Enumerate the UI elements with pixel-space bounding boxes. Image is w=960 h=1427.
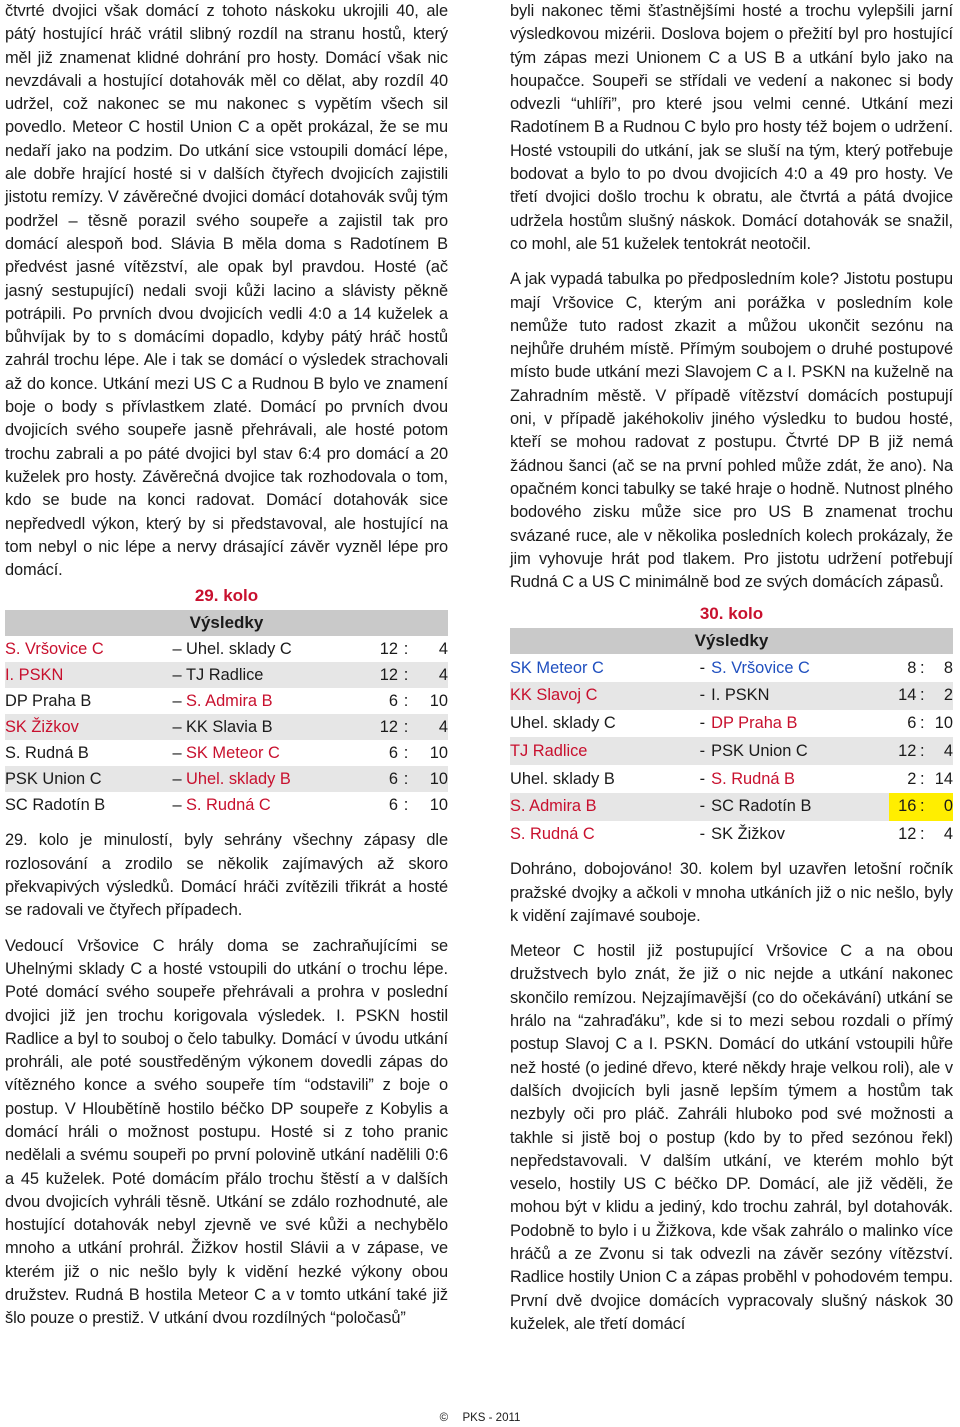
score-colon: : bbox=[916, 654, 928, 682]
home-team: TJ Radlice bbox=[510, 737, 694, 765]
away-team: PSK Union C bbox=[711, 737, 889, 765]
home-team: Uhel. sklady B bbox=[510, 765, 694, 793]
away-team: SC Radotín B bbox=[711, 793, 889, 821]
separator: – bbox=[168, 766, 186, 792]
away-score: 4 bbox=[414, 714, 448, 740]
home-score: 8 bbox=[889, 654, 917, 682]
separator: – bbox=[168, 792, 186, 818]
away-score: 8 bbox=[928, 654, 953, 682]
away-team: S. Rudná C bbox=[186, 792, 376, 818]
home-team: S. Vršovice C bbox=[5, 636, 168, 662]
score-colon: : bbox=[916, 765, 928, 793]
result-row bbox=[510, 710, 953, 738]
separator: – bbox=[168, 636, 186, 662]
home-team: S. Rudná C bbox=[510, 821, 694, 849]
result-row bbox=[5, 792, 448, 818]
copyright-icon: © bbox=[439, 1412, 449, 1424]
away-team: S. Admira B bbox=[186, 688, 376, 714]
away-score: 4 bbox=[928, 821, 953, 849]
home-score: 12 bbox=[376, 662, 398, 688]
result-row bbox=[5, 766, 448, 792]
score-colon: : bbox=[398, 766, 414, 792]
away-team: Uhel. sklady B bbox=[186, 766, 376, 792]
result-row bbox=[510, 654, 953, 682]
away-team: TJ Radlice bbox=[186, 662, 376, 688]
home-score: 12 bbox=[376, 714, 398, 740]
home-team: SK Žižkov bbox=[5, 714, 168, 740]
separator: - bbox=[694, 682, 712, 710]
away-team: DP Praha B bbox=[711, 710, 889, 738]
away-score: 4 bbox=[928, 737, 953, 765]
result-row bbox=[5, 662, 448, 688]
home-score: 14 bbox=[889, 682, 917, 710]
separator: - bbox=[694, 654, 712, 682]
away-team: S. Rudná B bbox=[711, 765, 889, 793]
home-team: SC Radotín B bbox=[5, 792, 168, 818]
away-team: Uhel. sklady C bbox=[186, 636, 376, 662]
separator: – bbox=[168, 714, 186, 740]
away-score: 10 bbox=[414, 766, 448, 792]
home-score: 12 bbox=[889, 737, 917, 765]
away-score: 10 bbox=[928, 710, 953, 738]
round-title: 29. kolo bbox=[194, 586, 259, 606]
article-paragraph: Dohráno, dobojováno! 30. kolem byl uzavřen letošní ročník pražské dvojky a ačkoli v mnoha utkáních již o nic nešlo, byly k vidění zajímavé souboje. bbox=[510, 860, 953, 925]
home-score: 6 bbox=[376, 740, 398, 766]
away-score: 4 bbox=[414, 636, 448, 662]
score-colon: : bbox=[398, 688, 414, 714]
separator: - bbox=[694, 821, 712, 849]
score-colon: : bbox=[398, 792, 414, 818]
home-team: KK Slavoj C bbox=[510, 682, 694, 710]
result-row bbox=[510, 737, 953, 765]
home-score: 6 bbox=[889, 710, 917, 738]
right-column bbox=[510, 0, 953, 1336]
away-score: 10 bbox=[414, 740, 448, 766]
home-team: I. PSKN bbox=[5, 662, 168, 688]
separator: – bbox=[168, 688, 186, 714]
away-team: S. Vršovice C bbox=[711, 654, 889, 682]
article-paragraph: 29. kolo je minulostí, byly sehrány všechny zápasy dle rozlosování a zrodilo se několik zajímavých až skoro překvapivých výsledků. Domácí hráči zvítězili třikrát a hosté se radovali ve čtyřech případech. bbox=[5, 831, 448, 920]
away-score: 2 bbox=[928, 682, 953, 710]
separator: - bbox=[694, 710, 712, 738]
away-team: SK Žižkov bbox=[711, 821, 889, 849]
away-score: 14 bbox=[928, 765, 953, 793]
left-column bbox=[5, 0, 448, 1331]
home-score: 6 bbox=[376, 792, 398, 818]
home-team: SK Meteor C bbox=[510, 654, 694, 682]
results-table bbox=[5, 636, 448, 818]
results-table bbox=[510, 654, 953, 848]
score-colon: : bbox=[916, 682, 928, 710]
score-colon: : bbox=[398, 662, 414, 688]
away-team: I. PSKN bbox=[711, 682, 889, 710]
score-colon: : bbox=[916, 793, 928, 821]
home-score: 6 bbox=[376, 688, 398, 714]
footer-text: PKS - 2011 bbox=[462, 1412, 521, 1424]
separator: - bbox=[694, 793, 712, 821]
results-header: Výsledky bbox=[510, 628, 953, 654]
home-score: 12 bbox=[376, 636, 398, 662]
home-score: 12 bbox=[889, 821, 917, 849]
result-row bbox=[5, 714, 448, 740]
result-row bbox=[5, 688, 448, 714]
away-score: 4 bbox=[414, 662, 448, 688]
article-paragraph: byli nakonec těmi šťastnějšími hosté a trochu vylepšili jarní výsledkovou mizérii. Doslova bojem o přežití byl pro hostující tým zápas mezi Unionem C a US B a utkání bylo jako na houpačce. Soupeři se střídali ve vedení a nakonec si body odvezli “uhlíři”, pro které jsou velmi cenné. Utkání mezi Radotínem B a Rudnou C bylo pro hosty též bojem o udržení. Hosté vstoupili do utkání, jak se sluší na tým, který potřebuje bodovat a bylo to po dvou dvojicích 4:0 a 49 pro hosty. Ve třetí dvojici došlo trochu k obratu, ale čtvrtá a pátá dvojice udržela hostům slušný náskok. Domácí dotahovák se snažil, co mohl, ale 51 kuželek tentokrát neotočil. bbox=[510, 2, 953, 253]
home-team: S. Admira B bbox=[510, 793, 694, 821]
article-paragraph: Vedoucí Vršovice C hrály doma se zachraňujícími se Uhelnými sklady C a hosté vstoupili do utkání o trochu lépe. Poté domácí svého soupeře přehrávali a prohra v poslední dvojici již jen trochu korigovala výsledek. I. PSKN hostil Radlice a byl to souboj o čelo tabulky. Domácí v úvodu utkání prohráli, ale poté soustředěným výkonem dovedli zápas do vítězného konce a svého soupeře tím “odstavili” z boje o postup. V Hloubětíně hostilo béčko DP soupeře z Kobylis a domácí hráli o možnost postupu. Hosté si z toho pranic nedělali a svému soupeři po první polovině utkání nadělili 0:6 a 45 kuželek. Poté domácím přálo trochu štěstí a v dalších dvou dvojicích vyhráli těsně. Utkání se zdálo rozhodnuté, ale hostující dotahovák nebyl zjevně ve své kůži a nechybělo mnoho a utkání prohrál. Žižkov hostil Slávii a v zápase, ve kterém již o nic nešlo byly k vidění hezké výkony obou družstev. Rudná B hostila Meteor C a v tomto utkání také již šlo pouze o prestiž. V utkání dvou rozdílných “poločasů” bbox=[5, 936, 448, 1328]
away-score: 10 bbox=[414, 792, 448, 818]
away-score: 0 bbox=[928, 793, 953, 821]
article-paragraph: čtvrté dvojici však domácí z tohoto náskoku ukrojili 40, ale pátý hostující hráč vrátil slibný rozdíl na stranu hostů, který měl již znamenat klidné dohrání pro hosty. Domácí však nic nevzdávali a hostující dotahovák měl co dělat, aby rozdíl 40 udržel, což nakonec se mu nakonec s vypětím všech sil povedlo. Meteor C hostil Union C a opět prokázal, že se mu nedaří jako na podzim. Do utkání sice vstoupili domácí lépe, ale dobře hrající hosté si v dalších čtyřech dvojicích zajistili jistotu remízy. V závěrečné dvojici domácí dotahovák svůj tým podržel – těsně porazil svého soupeře a zajistil tak pro domácí alespoň bod. Slávia B měla doma s Radotínem B předvést jasné vítězství, ale opak byl pravdou. Hosté (ač jasný sestupující) nedali svoji kůži lacino a slávisty pěkně potrápili. Po prvních dvou dvojicích vedli 4:0 a 14 kuželek a bůhvíjak by to s domácími dopadlo, kdyby pátý hráč hostů zahrál trochu lépe. Ale i tak se domácí o výsledek strachovali až do konce. Utkání mezi US C a Rudnou B bylo ve znamení boje o body s přívlastkem zlaté. Domácí po prvních dvou dvojicích svého soupeře jasně přehrávali, ale hosté potom trochu zabrali a po páté dvojici byl stav 6:4 pro domácí a 20 kuželek pro hosty. Závěrečná dvojice tak rozhodovala o tom, kdo se bude na konci radovat. Domácí dotahovák sice nepředvedl výkon, který by si představoval, ale hostující na tom nebyl o nic lépe a nervy drásající závěr vyzněl lépe pro domácí. bbox=[5, 2, 448, 580]
home-team: Uhel. sklady C bbox=[510, 710, 694, 738]
score-colon: : bbox=[398, 740, 414, 766]
score-colon: : bbox=[916, 821, 928, 849]
home-team: S. Rudná B bbox=[5, 740, 168, 766]
score-colon: : bbox=[916, 710, 928, 738]
home-score: 2 bbox=[889, 765, 917, 793]
separator: – bbox=[168, 740, 186, 766]
home-score: 16 bbox=[889, 793, 917, 821]
away-score: 10 bbox=[414, 688, 448, 714]
result-row bbox=[5, 740, 448, 766]
page-footer bbox=[0, 1411, 960, 1425]
round-title: 30. kolo bbox=[699, 604, 764, 624]
score-colon: : bbox=[916, 737, 928, 765]
away-team: KK Slavia B bbox=[186, 714, 376, 740]
result-row bbox=[510, 793, 953, 821]
separator: – bbox=[168, 662, 186, 688]
score-colon: : bbox=[398, 714, 414, 740]
home-score: 6 bbox=[376, 766, 398, 792]
result-row bbox=[510, 765, 953, 793]
score-colon: : bbox=[398, 636, 414, 662]
article-paragraph: A jak vypadá tabulka po předposledním kole? Jistotu postupu mají Vršovice C, kterým ani porážka v posledním kole nemůže tuto radost zkazit a můžou ukončit sezónu na nejhůře druhém místě. Přímým soubojem o druhé postupové místo bude utkání mezi Slavojem C a I. PSKN na kuželně na Zahradním městě. V případě vítězství domácích postupují oni, v případě jakéhokoliv jiného výsledku to budou hosté, kteří se mohou radovat z postupu. Čtvrté DP B již nemá žádnou šanci (ač se na první pohled může zdát, že ano). Na opačném konci tabulky se také hraje o hodně. Nutnost plného bodového zisku může sice pro US B znamenat trochu svázané ruce, ale v několika posledních kolech prokázaly, že jim vyhovuje hrát pod tlakem. Pro jistotu udržení potřebují Rudná C a US C minimálně bod ze svých domácích zápasů. bbox=[510, 270, 953, 592]
result-row bbox=[510, 682, 953, 710]
results-header: Výsledky bbox=[5, 610, 448, 636]
result-row bbox=[510, 821, 953, 849]
result-row bbox=[5, 636, 448, 662]
separator: - bbox=[694, 765, 712, 793]
home-team: PSK Union C bbox=[5, 766, 168, 792]
article-paragraph: Meteor C hostil již postupující Vršovice C a na obou družstvech bylo znát, že již o nic nejde a utkání nakonec skončilo remízou. Nejzajímavější (co do očekávání) utkání se hrálo na “zahraďáku”, kde si to mezi sebou rozdali o přímý postup Slavoj C a I. PSKN. Domácí do utkání vstoupili hůře než hosté (o jediné dřevo, které někdy hraje velkou roli), ale v dalších dvojicích byli jasně lepším týmem a hostům tak nezbyly oči pro pláč. Zahráli hluboko pod své možnosti a takhle si jistě boj o postup (kdo by to před sezónou řekl) nepředstavovali. V dalším utkání, ve kterém mohlo být veselo, hostily US C béčko DP. Domácí, ale již věděli, že mohou být v klidu a jediný, kdo trochu zahrál, byl dotahovák. Podobně to bylo i u Žižkova, kde však zahrálo o malinko více hráčů a ze Zvonu si tak odvezli na závěr sezóny vítězství. Radlice hostily Union C a zápas proběhl v pohodovém tempu. První dvě dvojice domácích vypracovaly slušný náskok 30 kuželek, ale třetí domácí bbox=[510, 942, 953, 1333]
away-team: SK Meteor C bbox=[186, 740, 376, 766]
home-team: DP Praha B bbox=[5, 688, 168, 714]
separator: - bbox=[694, 737, 712, 765]
